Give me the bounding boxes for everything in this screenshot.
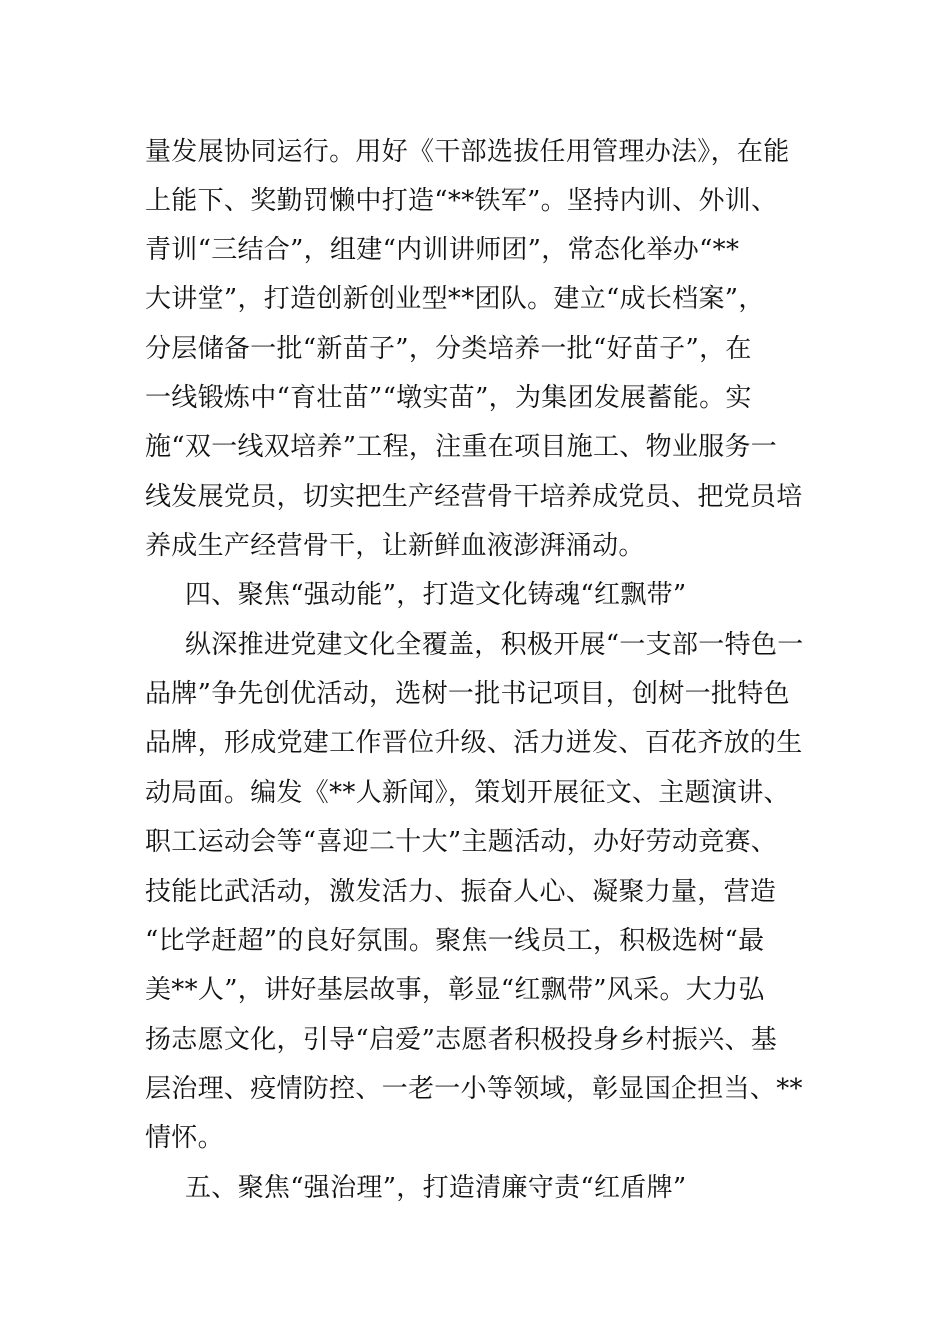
body-text-line: 线发展党员，切实把生产经营骨干培养成党员、把党员培 (145, 482, 803, 512)
body-text-line: 层治理、疫情防控、一老一小等领域，彰显国企担当、** (145, 1074, 803, 1104)
body-text-line: 量发展协同运行。用好《干部选拔任用管理办法》，在能 (145, 137, 790, 167)
body-text-line: 动局面。编发《**人新闻》，策划开展征文、主题演讲、 (145, 778, 790, 808)
body-text-line: 大讲堂”，打造创新创业型**团队。建立“成长档案”， (145, 284, 765, 314)
body-text-line: 施“双一线双培养”工程，注重在项目施工、物业服务一 (145, 432, 778, 462)
body-text-line: 品牌，形成党建工作晋位升级、活力迸发、百花齐放的生 (145, 728, 803, 758)
body-text-line: 美**人”，讲好基层故事，彰显“红飘带”风采。大力弘 (145, 975, 765, 1005)
body-text-line: 青训“三结合”，组建“内训讲师团”，常态化举办“** (145, 235, 740, 265)
body-text-line: 技能比武活动，激发活力、振奋人心、凝聚力量，营造 (145, 877, 777, 907)
body-text-line: 分层储备一批“新苗子”，分类培养一批“好苗子”，在 (145, 334, 752, 364)
body-text-line: 一线锻炼中“育壮苗”“墩实苗”，为集团发展蓄能。实 (145, 383, 752, 413)
section-heading-4: 四、聚焦“强动能”，打造文化铸魂“红飘带” (185, 580, 687, 610)
body-text-line: 扬志愿文化，引导“启爱”志愿者积极投身乡村振兴、基 (145, 1025, 778, 1055)
body-text-line: 上能下、奖勤罚懒中打造“**铁军”。坚持内训、外训、 (145, 186, 778, 216)
body-text-line: 情怀。 (145, 1123, 224, 1153)
body-text-line: 品牌”争先创优活动，选树一批书记项目，创树一批特色 (145, 679, 790, 709)
section-heading-5: 五、聚焦“强治理”，打造清廉守责“红盾牌” (185, 1173, 687, 1203)
body-text-line: 职工运动会等“喜迎二十大”主题活动，办好劳动竞赛、 (145, 827, 778, 857)
body-text-line: “比学赶超”的良好氛围。聚焦一线员工，积极选树“最 (145, 926, 765, 956)
body-text-line: 养成生产经营骨干，让新鲜血液澎湃涌动。 (145, 531, 645, 561)
body-text-line: 纵深推进党建文化全覆盖，积极开展“一支部一特色一 (185, 630, 804, 660)
